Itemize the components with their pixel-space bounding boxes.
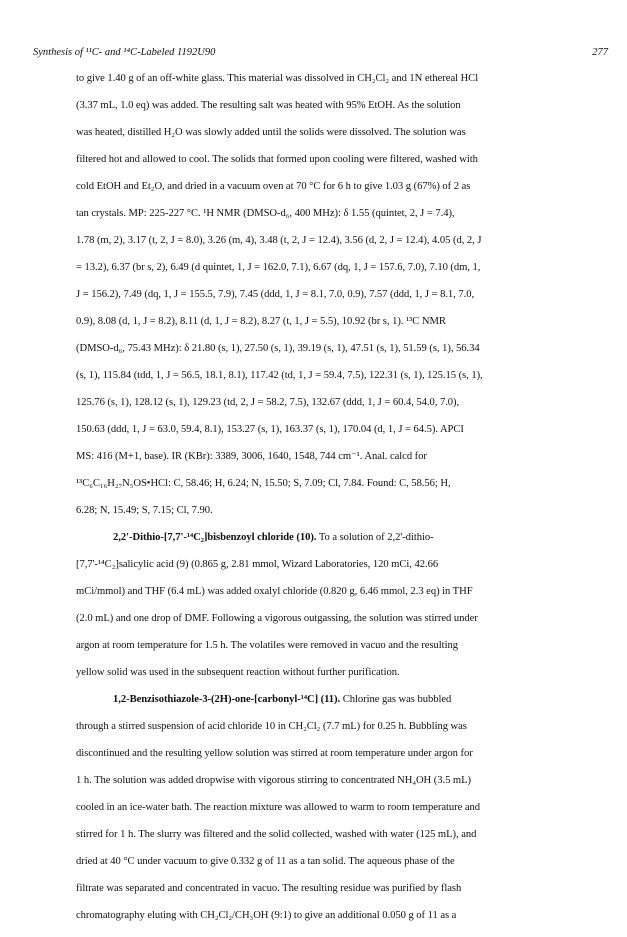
body-line: 125.76 (s, 1), 128.12 (s, 1), 129.23 (td, 2, J = 58.2, 7.5), 132.67 (ddd, 1, J = 60.4, 54.0, 7.0), (76, 397, 460, 408)
body-line: (3.37 mL, 1.0 eq) was added. The resulting salt was heated with 95% EtOH. As the solution (76, 100, 461, 111)
body-line: was heated, distilled H₂O was slowly added until the solids were dissolved. The solution was (76, 127, 466, 138)
paragraph-first-line (113, 531, 434, 545)
body-line: = 13.2), 6.37 (br s, 2), 6.49 (d quintet, 1, J = 162.0, 7.1), 6.67 (dq, 1, J = 157.6, 7.0), 7.10 (dm, 1, (76, 262, 481, 273)
body-line: yellow solid was used in the subsequent reaction without further purification. (76, 667, 400, 678)
body-line: stirred for 1 h. The slurry was filtered and the solid collected, washed with water (125 mL), and (76, 829, 477, 840)
body-line: cooled in an ice-water bath. The reaction mixture was allowed to warm to room temperature and (76, 802, 481, 813)
body-text-run: To a solution of 2,2'-dithio- (316, 532, 434, 543)
body-line: 1 h. The solution was added dropwise with vigorous stirring to concentrated NH₄OH (3.5 mL) (76, 775, 472, 786)
body-line: argon at room temperature for 1.5 h. The volatiles were removed in vacuo and the resulting (76, 640, 458, 651)
compound-heading: 1,2-Benzisothiazole-3-(2H)-one-[carbonyl-¹⁴C] (11). (113, 694, 341, 705)
compound-heading: 2,2'-Dithio-[7,7'-¹⁴C₂]bisbenzoyl chloride (10). (113, 532, 317, 543)
body-line: to give 1.40 g of an off-white glass. This material was dissolved in CH₂Cl₂ and 1N ethereal HCl (76, 73, 479, 84)
body-line: (DMSO-d₆, 75.43 MHz): δ 21.80 (s, 1), 27.50 (s, 1), 39.19 (s, 1), 47.51 (s, 1), 51.59 (s, 1), 56.34 (76, 343, 480, 354)
body-line: mCi/mmol) and THF (6.4 mL) was added oxalyl chloride (0.820 g, 6.46 mmol, 2.3 eq) in THF (76, 586, 473, 597)
body-line: (2.0 mL) and one drop of DMF. Following a vigorous outgassing, the solution was stirred under (76, 613, 478, 624)
body-line: chromatography eluting with CH₂Cl₂/CH₃OH (9:1) to give an additional 0.050 g of 11 as a (76, 910, 457, 921)
body-line: [7,7'-¹⁴C₂]salicylic acid (9) (0.865 g, 2.81 mmol, Wizard Laboratories, 120 mCi, 42.66 (76, 559, 439, 570)
body-line: filtered hot and allowed to cool. The solids that formed upon cooling were filtered, washed with (76, 154, 478, 165)
running-head (33, 47, 608, 63)
body-line: through a stirred suspension of acid chloride 10 in CH₂Cl₂ (7.7 mL) for 0.25 h. Bubbling was (76, 721, 467, 732)
body-line: MS: 416 (M+1, base). IR (KBr): 3389, 3006, 1640, 1548, 744 cm⁻¹. Anal. calcd for (76, 451, 427, 462)
running-head-title: Synthesis of ¹¹C- and ¹⁴C-Labeled 1192U90 (33, 47, 216, 58)
body-line: 1.78 (m, 2), 3.17 (t, 2, J = 8.0), 3.26 (m, 4), 3.48 (t, 2, J = 12.4), 3.56 (d, 2, J = 12.4), 4.05 (d, 2, J (76, 235, 482, 246)
body-line: dried at 40 °C under vacuum to give 0.332 g of 11 as a tan solid. The aqueous phase of the (76, 856, 455, 867)
page-number: 277 (592, 47, 608, 58)
body-line: discontinued and the resulting yellow solution was stirred at room temperature under argon for (76, 748, 473, 759)
body-line: filtrate was separated and concentrated in vacuo. The resulting residue was purified by flash (76, 883, 462, 894)
body-line: cold EtOH and Et₂O, and dried in a vacuum oven at 70 °C for 6 h to give 1.03 g (67%) of 2 as (76, 181, 471, 192)
body-line: ¹³C₆C₁₆H₂₇N₅OS•HCl: C, 58.46; H, 6.24; N, 15.50; S, 7.09; Cl, 7.84. Found: C, 58.56; H, (76, 478, 451, 489)
body-line: J = 156.2), 7.49 (dq, 1, J = 155.5, 7.9), 7.45 (ddd, 1, J = 8.1, 7.0, 0.9), 7.57 (ddd, 1, J = 8.1, 7.0, (76, 289, 475, 300)
body-line: 6.28; N, 15.49; S, 7.15; Cl, 7.90. (76, 505, 213, 516)
paragraph-first-line (113, 693, 451, 707)
body-line: 150.63 (ddd, 1, J = 63.0, 59.4, 8.1), 153.27 (s, 1), 163.37 (s, 1), 170.04 (d, 1, J = 64.5). APCI (76, 424, 464, 435)
body-text-run: Chlorine gas was bubbled (340, 694, 452, 705)
body-line: 0.9), 8.08 (d, 1, J = 8.2), 8.11 (d, 1, J = 8.2), 8.27 (t, 1, J = 5.5), 10.92 (br s, 1). ¹³C NMR (76, 316, 446, 327)
body-line: (s, 1), 115.84 (tdd, 1, J = 56.5, 18.1, 8.1), 117.42 (td, 1, J = 59.4, 7.5), 122.31 (s, 1), 125.15 (s, 1), (76, 370, 483, 381)
body-line: tan crystals. MP: 225-227 °C. ¹H NMR (DMSO-d₆, 400 MHz): δ 1.55 (quintet, 2, J = 7.4), (76, 208, 455, 219)
